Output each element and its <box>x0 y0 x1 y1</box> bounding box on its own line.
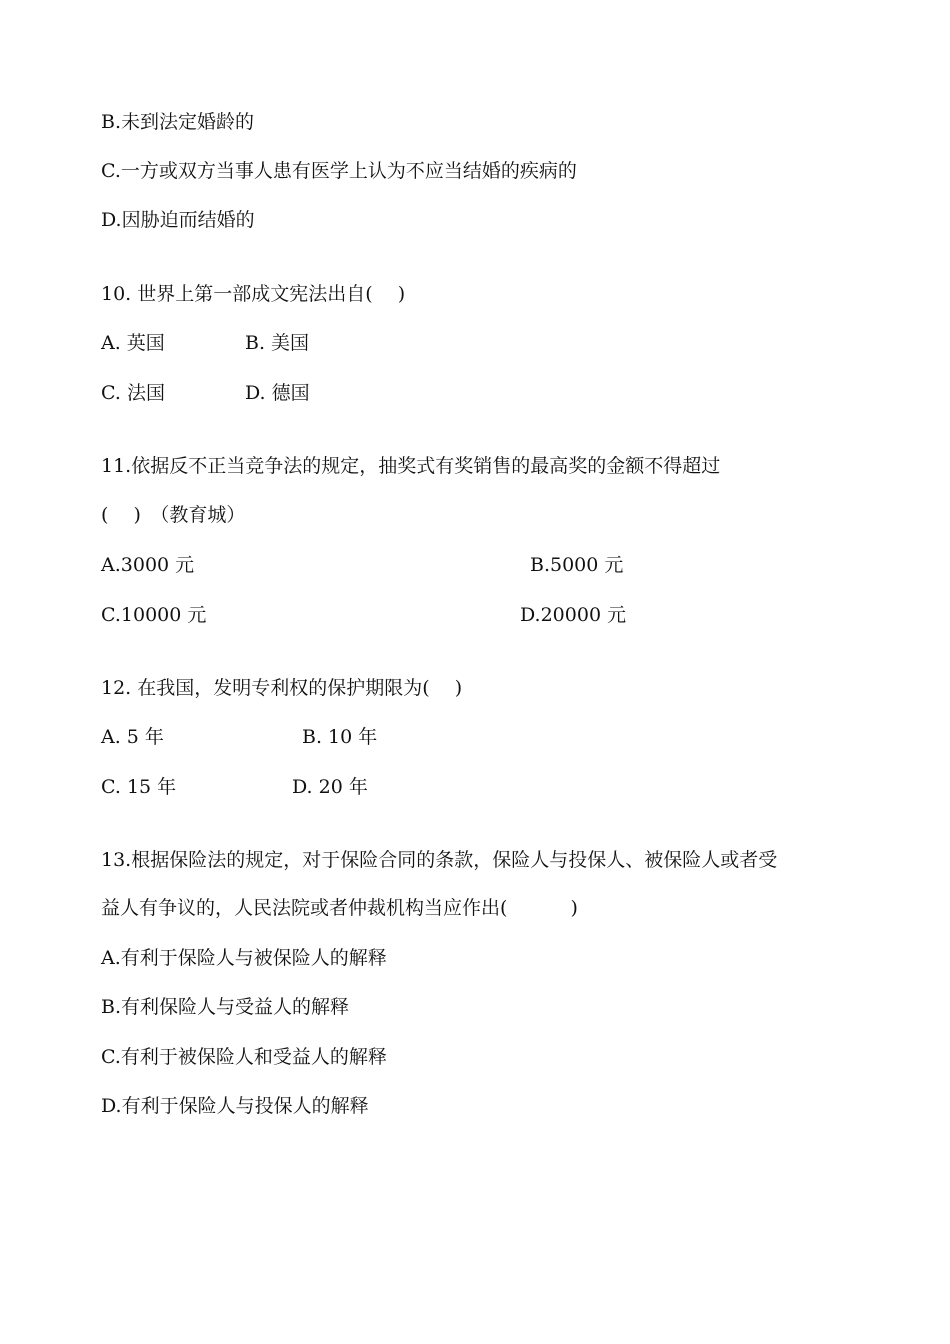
q9-option-c: C.一方或双方当事人患有医学上认为不应当结婚的疾病的 <box>101 160 577 182</box>
q11-option-d: D.20000 元 <box>520 604 627 626</box>
q12-option-c: C. 15 年 <box>101 776 177 798</box>
q13-stem-line1: 13.根据保险法的规定，对于保险合同的条款，保险人与投保人、被保险人或者受 <box>101 849 778 871</box>
q10-option-a: A. 英国 <box>101 332 165 354</box>
q9-option-d: D.因胁迫而结婚的 <box>101 209 255 231</box>
q12-option-a: A. 5 年 <box>101 726 164 748</box>
q12-stem: 12. 在我国，发明专利权的保护期限为( ) <box>101 677 463 699</box>
q13-option-d: D.有利于保险人与投保人的解释 <box>101 1095 369 1117</box>
q13-option-c: C.有利于被保险人和受益人的解释 <box>101 1046 387 1068</box>
q10-option-d: D. 德国 <box>245 382 310 404</box>
q9-option-b: B.未到法定婚龄的 <box>101 111 255 133</box>
q12-option-d: D. 20 年 <box>292 776 368 798</box>
q11-stem-line2: ( ) （教育城） <box>101 504 246 526</box>
q11-stem-line1: 11.依据反不正当竞争法的规定，抽奖式有奖销售的最高奖的金额不得超过 <box>101 455 721 477</box>
q11-option-c: C.10000 元 <box>101 604 207 626</box>
q10-option-b: B. 美国 <box>245 332 310 354</box>
q12-option-b: B. 10 年 <box>302 726 378 748</box>
q13-option-b: B.有利保险人与受益人的解释 <box>101 996 350 1018</box>
q10-option-c: C. 法国 <box>101 382 165 404</box>
q11-option-b: B.5000 元 <box>530 554 624 576</box>
q13-stem-line2: 益人有争议的，人民法院或者仲裁机构当应作出( ) <box>101 897 578 919</box>
q11-option-a: A.3000 元 <box>101 554 195 576</box>
q13-option-a: A.有利于保险人与被保险人的解释 <box>101 947 387 969</box>
q10-stem: 10. 世界上第一部成文宪法出自( ) <box>101 283 406 305</box>
